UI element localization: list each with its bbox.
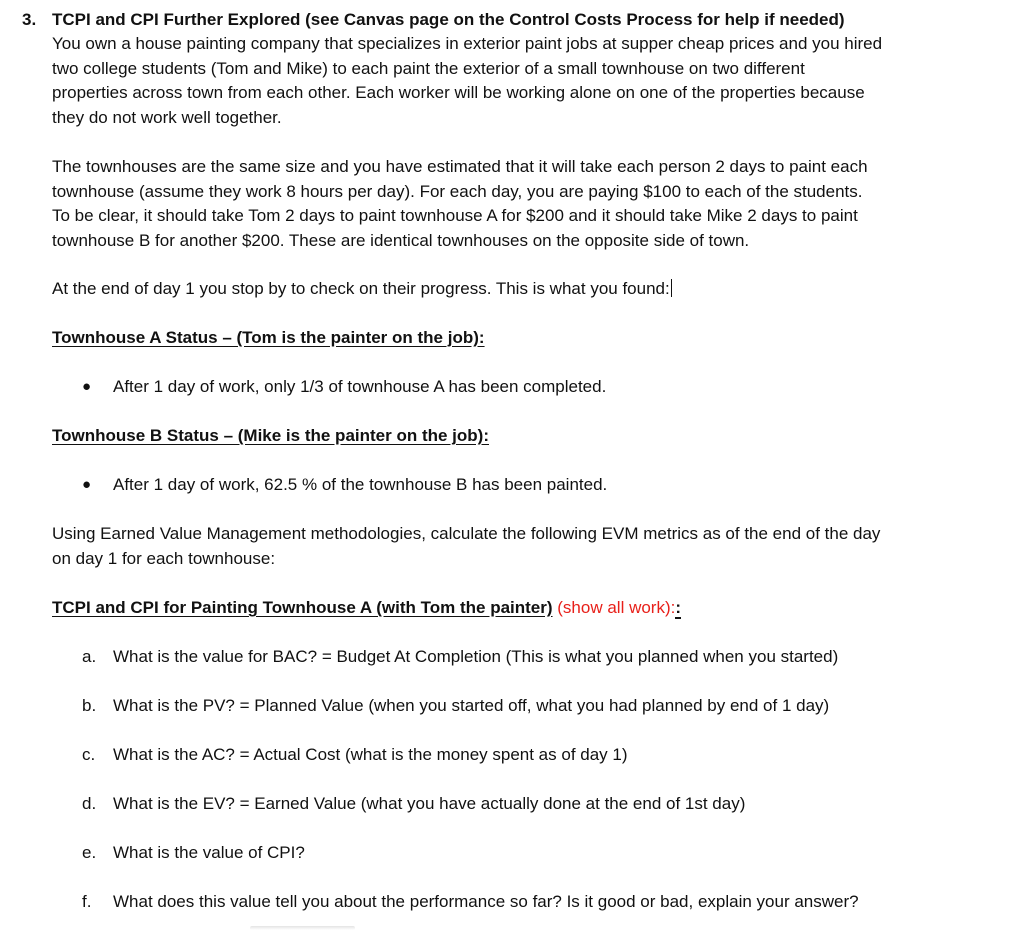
text-cursor xyxy=(671,279,672,297)
bullet-icon: ● xyxy=(82,378,92,395)
townhouse-b-heading xyxy=(52,424,489,449)
question-letter: a. xyxy=(82,647,97,666)
question-text: What is the PV? = Planned Value (when you started off, what you had planned by end of 1 day) xyxy=(113,696,830,715)
page-bottom-shadow xyxy=(250,926,355,930)
evm-instructions-line: on day 1 for each townhouse: xyxy=(52,548,276,568)
metrics-heading-text: TCPI and CPI for Painting Townhouse A (with Tom the painter) xyxy=(52,598,553,617)
townhouse-b-heading-text: Townhouse B Status – (Mike is the painter on the job): xyxy=(52,426,489,445)
show-work-note: (show all work): xyxy=(552,598,676,617)
evm-instructions-paragraph xyxy=(52,522,982,571)
question-title: TCPI and CPI Further Explored (see Canvas page on the Control Costs Process for help if needed) xyxy=(52,10,845,29)
question-text: What is the AC? = Actual Cost (what is the money spent as of day 1) xyxy=(113,745,628,764)
question-text: What is the value for BAC? = Budget At Completion (This is what you planned when you started) xyxy=(113,647,839,666)
townhouse-a-heading xyxy=(52,326,485,351)
townhouse-a-heading-text: Townhouse A Status – (Tom is the painter on the job): xyxy=(52,328,485,347)
question-letter: d. xyxy=(82,794,97,813)
intro-line: properties across town from each other. Each worker will be working alone on one of the properties because xyxy=(52,83,865,102)
townhouse-a-metrics-heading xyxy=(52,596,681,621)
heading-trailing-colon: : xyxy=(675,598,682,617)
intro-line: You own a house painting company that specializes in exterior paint jobs at supper cheap prices and you hired xyxy=(52,34,883,53)
progress-paragraph[interactable] xyxy=(52,277,982,302)
question-letter: e. xyxy=(82,843,97,862)
question-letter: f. xyxy=(82,892,92,911)
intro-paragraph xyxy=(52,32,982,130)
estimate-line: To be clear, it should take Tom 2 days to paint townhouse A for $200 and it should take Mike 2 days to paint xyxy=(52,206,858,225)
bullet-icon: ● xyxy=(82,476,92,493)
question-text: What is the value of CPI? xyxy=(113,843,305,862)
evm-instructions-line: Using Earned Value Management methodologies, calculate the following EVM metrics as of the end of the day xyxy=(52,524,881,543)
estimate-line: townhouse B for another $200. These are identical townhouses on the opposite side of town. xyxy=(52,230,750,250)
intro-line: they do not work well together. xyxy=(52,107,282,127)
progress-text: At the end of day 1 you stop by to check on their progress. This is what you found: xyxy=(52,279,670,298)
question-letter: c. xyxy=(82,745,96,764)
estimate-line: townhouse (assume they work 8 hours per day). For each day, you are paying $100 to each of the students. xyxy=(52,181,863,201)
question-text: What is the EV? = Earned Value (what you have actually done at the end of 1st day) xyxy=(113,794,746,813)
question-number: 3. xyxy=(22,10,37,29)
question-text: What does this value tell you about the performance so far? Is it good or bad, explain your answer? xyxy=(113,892,859,911)
intro-line: two college students (Tom and Mike) to each paint the exterior of a small townhouse on two different xyxy=(52,58,805,78)
question-letter: b. xyxy=(82,696,97,715)
estimate-line: The townhouses are the same size and you have estimated that it will take each person 2 days to paint each xyxy=(52,157,868,176)
estimate-paragraph xyxy=(52,155,982,253)
townhouse-a-status-text: After 1 day of work, only 1/3 of townhouse A has been completed. xyxy=(113,377,607,396)
townhouse-b-status-text: After 1 day of work, 62.5 % of the townhouse B has been painted. xyxy=(113,475,608,494)
